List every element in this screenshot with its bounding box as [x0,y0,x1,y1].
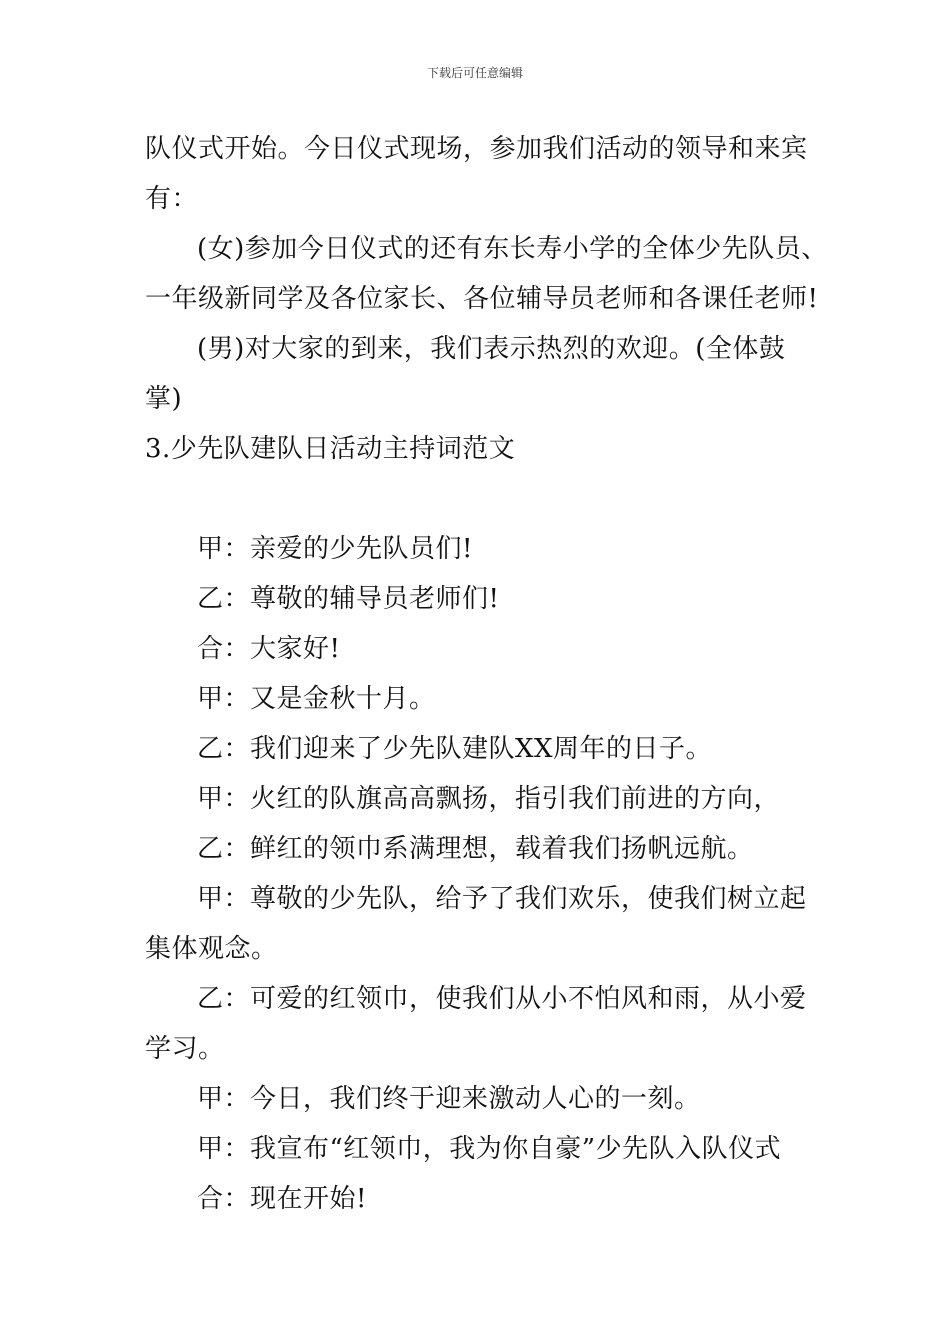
paragraph-line: (男)对大家的到来，我们表示热烈的欢迎。(全体鼓 [197,334,786,364]
dialogue-line: 合：现在开始! [197,1184,367,1214]
blank-line [145,474,825,524]
dialogue-line: 甲：亲爱的少先队员们! [197,534,473,564]
dialogue-line-continued: 集体观念。 [145,934,278,964]
paragraph-line: 有： [145,184,199,214]
dialogue-line: 甲：又是金秋十月。 [197,684,436,714]
dialogue-line-continued: 学习。 [145,1034,225,1064]
paragraph-line: 一年级新同学及各位家长、各位辅导员老师和各课任老师! [145,284,819,314]
dialogue-line: 合：大家好! [197,634,341,664]
dialogue-line: 甲：我宣布“红领巾，我为你自豪”少先队入队仪式 [197,1134,782,1164]
paragraph-line: 掌) [145,384,183,414]
section-heading: 3.少先队建队日活动主持词范文 [145,434,516,464]
paragraph-line: 队仪式开始。今日仪式现场，参加我们活动的领导和来宾 [145,134,808,164]
dialogue-line: 甲：尊敬的少先队，给予了我们欢乐，使我们树立起 [197,884,807,914]
dialogue-line: 乙：我们迎来了少先队建队XX周年的日子。 [197,734,713,764]
dialogue-line: 甲：今日，我们终于迎来激动人心的一刻。 [197,1084,701,1114]
document-body [145,124,828,1224]
dialogue-line: 乙：鲜红的领巾系满理想，载着我们扬帆远航。 [197,834,754,864]
dialogue-line: 甲：火红的队旗高高飘扬，指引我们前进的方向， [197,784,781,814]
page-header-note: 下载后可任意编辑 [426,66,523,80]
dialogue-line: 乙：尊敬的辅导员老师们! [197,584,500,614]
paragraph-line: (女)参加今日仪式的还有东长寿小学的全体少先队员、 [197,234,828,264]
dialogue-line: 乙：可爱的红领巾，使我们从小不怕风和雨，从小爱 [197,984,807,1014]
